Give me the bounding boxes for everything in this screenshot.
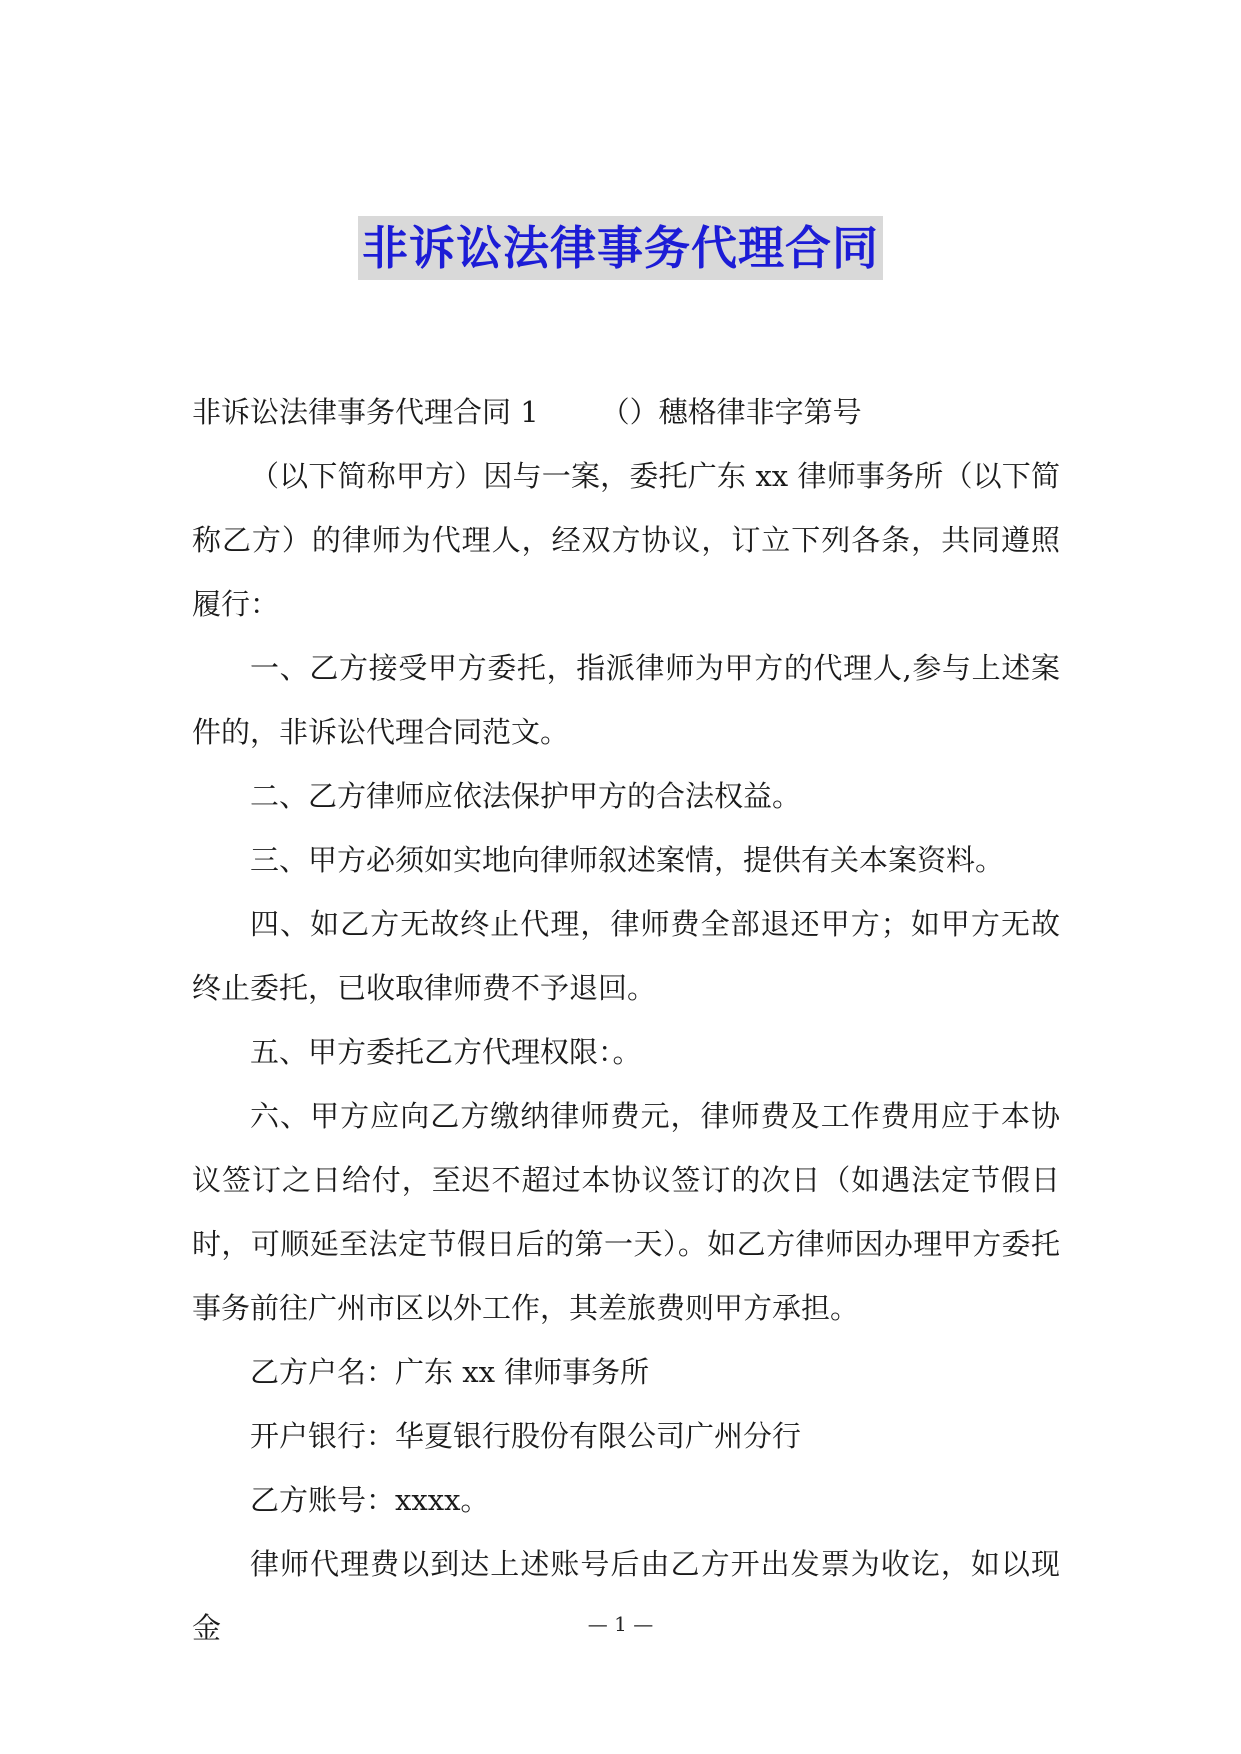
paragraph: 二、乙方律师应依法保护甲方的合法权益。 — [250, 779, 802, 813]
paragraph: 六、甲方应向乙方缴纳律师费元，律师费及工作费用应于本协议签订之日给付，至迟不超过本协议签订的次日（如遇法定节假日时，可顺延至法定节假日后的第一天）。如乙方律师因办理甲方委托事务前往广州市区以外工作，其差旅费则甲方承担。 — [192, 1099, 1060, 1325]
paragraph: 乙方账号：xxxx。 — [250, 1483, 490, 1517]
paragraph: 五、甲方委托乙方代理权限：。 — [250, 1035, 642, 1069]
paragraph: 乙方户名：广东 xx 律师事务所 — [250, 1355, 650, 1389]
paragraph: 三、甲方必须如实地向律师叙述案情，提供有关本案资料。 — [250, 843, 1005, 877]
paragraph: （以下简称甲方）因与一案，委托广东 xx 律师事务所（以下简称乙方）的律师为代理人，经双方协议，订立下列各条，共同遵照履行： — [192, 459, 1060, 621]
title-container — [0, 216, 1241, 280]
document-title: 非诉讼法律事务代理合同 — [358, 216, 883, 280]
header-line-right: （）穗格律非字第号 — [600, 395, 862, 429]
header-line-left: 非诉讼法律事务代理合同 1 — [192, 395, 539, 429]
header-line — [192, 380, 1060, 444]
page-number: — 1 — — [587, 1612, 654, 1636]
document-body — [192, 380, 1060, 1660]
paragraph: 四、如乙方无故终止代理，律师费全部退还甲方；如甲方无故终止委托，已收取律师费不予退回。 — [192, 907, 1060, 1005]
paragraph: 律师代理费以到达上述账号后由乙方开出发票为收讫，如以现金 — [192, 1547, 1060, 1645]
paragraph: 一、乙方接受甲方委托，指派律师为甲方的代理人,参与上述案件的，非诉讼代理合同范文。 — [192, 651, 1060, 749]
paragraph: 开户银行：华夏银行股份有限公司广州分行 — [250, 1419, 802, 1453]
